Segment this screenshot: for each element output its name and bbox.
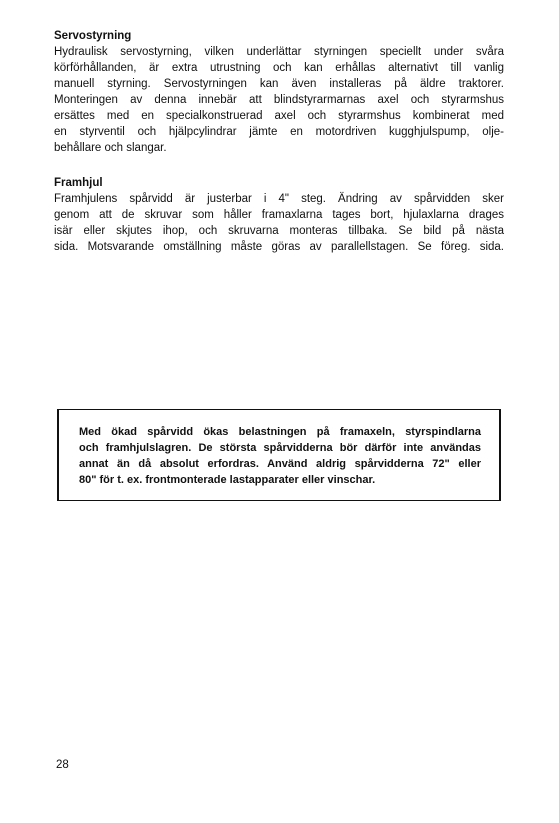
paragraph-servostyrning <box>54 44 504 156</box>
text-line: Framhjulens spårvidd är justerbar i 4" steg. Ändring av spårvidden sker <box>54 193 504 205</box>
text-line: genom att de skruvar som håller framaxlarna tages bort, hjulaxlarna drages <box>54 209 504 221</box>
text-line: en styrventil och hjälpcylindrar jämte en motordriven kugghjulspump, olje- <box>54 126 504 138</box>
warning-box <box>57 409 501 501</box>
heading-framhjul: Framhjul <box>54 177 103 189</box>
warning-text <box>79 424 481 488</box>
text-line: sida. Motsvarande omställning måste göras av parallellstagen. Se föreg. sida. <box>54 241 504 253</box>
warning-line: annat än då absolut erfordras. Använd aldrig spårvidderna 72" eller <box>79 458 481 470</box>
section-framhjul <box>54 175 504 255</box>
heading-servostyrning: Servostyrning <box>54 30 132 42</box>
page-number: 28 <box>56 759 69 771</box>
text-line: isär eller skjutes ihop, och skruvarna monteras tillbaka. Se bild på nästa <box>54 225 504 237</box>
text-line: Hydraulisk servostyrning, vilken underlättar styrningen speciellt under svåra <box>54 46 504 58</box>
paragraph-framhjul <box>54 191 504 255</box>
text-line: Monteringen av denna innebär att blindstyrarmarnas axel och styrarmshus <box>54 94 504 106</box>
section-servostyrning <box>54 28 504 156</box>
text-line: behållare och slangar. <box>54 142 167 154</box>
warning-line: 80" för t. ex. frontmonterade lastapparater eller vinschar. <box>79 474 376 486</box>
warning-line: Med ökad spårvidd ökas belastningen på framaxeln, styrspindlarna <box>79 426 481 438</box>
text-line: manuell styrning. Servostyrningen kan även installeras på äldre traktorer. <box>54 78 504 90</box>
text-line: ersättes med en specialkonstruerad axel och styrarmshus kombinerat med <box>54 110 504 122</box>
text-line: körförhållanden, är extra utrustning och kan erhållas alternativt till vanlig <box>54 62 504 74</box>
warning-line: och framhjulslagren. De största spårvidderna bör därför inte användas <box>79 442 481 454</box>
